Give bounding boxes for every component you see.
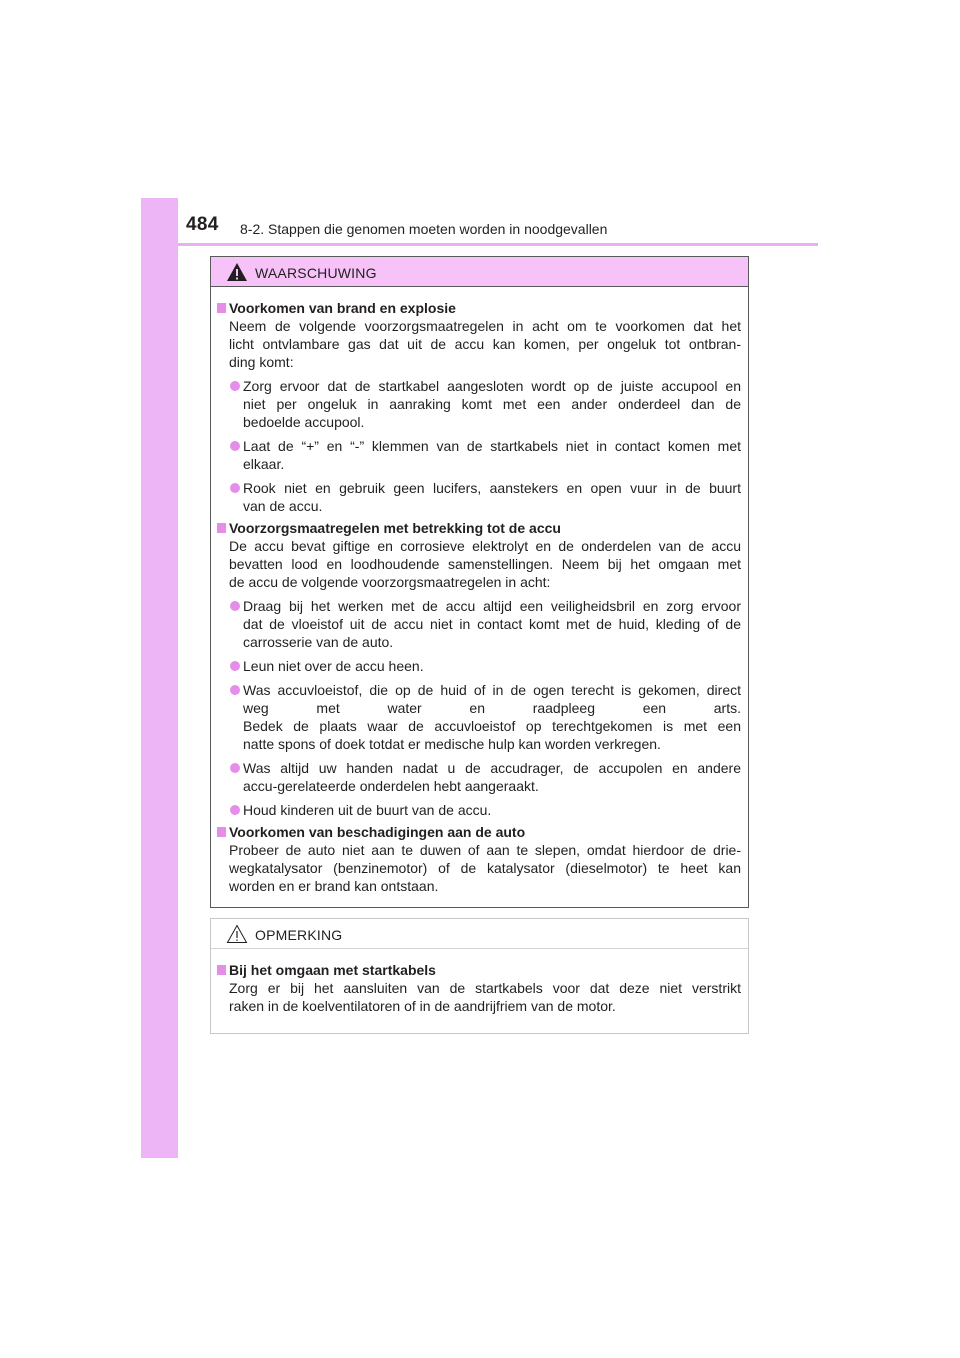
- text-line: ding komt:: [229, 354, 294, 370]
- section-title: 8-2. Stappen die genomen moeten worden in noodgevallen: [240, 221, 608, 237]
- square-bullet-icon: [217, 523, 226, 533]
- section-heading-text: Voorkomen van brand en explosie: [229, 300, 456, 316]
- text-line: elkaar.: [243, 456, 285, 472]
- notice-header: [211, 919, 748, 949]
- section-heading: [217, 519, 741, 537]
- square-bullet-icon: [217, 965, 226, 975]
- text-line: wegkatalysator (benzinemotor) of de katalysator (dieselmotor) te heet kan: [229, 860, 741, 876]
- warning-header: [211, 257, 748, 287]
- section-heading-text: Bij het omgaan met startkabels: [229, 962, 436, 978]
- text-line: Leun niet over de accu heen.: [243, 658, 424, 674]
- round-bullet-icon: [230, 381, 240, 391]
- text-line: weg met water en raadpleeg een arts.: [243, 700, 741, 716]
- chapter-side-band: [141, 198, 178, 1158]
- text-line: De accu bevat giftige en corrosieve elektrolyt en de onderdelen van de accu: [229, 538, 741, 554]
- section-heading-text: Voorkomen van beschadigingen aan de auto: [229, 824, 526, 840]
- text-line: Draag bij het werken met de accu altijd een veiligheidsbril en zorg ervoor: [243, 598, 741, 614]
- notice-box: [210, 918, 749, 1034]
- text-line: Neem de volgende voorzorgsmaatregelen in acht om te voorkomen dat het: [229, 318, 741, 334]
- section-heading: [217, 299, 741, 317]
- header-rule: [178, 243, 818, 246]
- warning-triangle-icon: [226, 262, 248, 282]
- warning-box: [210, 256, 749, 908]
- round-bullet-icon: [230, 763, 240, 773]
- round-bullet-icon: [230, 661, 240, 671]
- text-line: Was accuvloeistof, die op de huid of in de ogen terecht is gekomen, direct: [243, 682, 741, 698]
- page-number: 484: [186, 214, 219, 235]
- section-paragraph: [217, 317, 741, 371]
- text-line: accu-gerelateerde onderdelen hebt aangeraakt.: [243, 778, 539, 794]
- text-line: Zorg ervoor dat de startkabel aangesloten wordt op de juiste accupool en: [243, 378, 741, 394]
- text-line: Probeer de auto niet aan te duwen of aan te slepen, omdat hierdoor de drie-: [229, 842, 741, 858]
- text-line: Bedek de plaats waar de accuvloeistof op terechtgekomen is met een: [243, 718, 741, 734]
- text-line: worden en er brand kan ontstaan.: [229, 878, 439, 894]
- bullet-item: [217, 681, 741, 753]
- bullet-item: [217, 479, 741, 515]
- section-paragraph: [217, 841, 741, 895]
- text-line: Zorg er bij het aansluiten van de startkabels voor dat deze niet verstrikt: [229, 980, 741, 996]
- text-line: licht ontvlambare gas dat uit de accu kan komen, per ongeluk tot ontbran-: [229, 336, 741, 352]
- round-bullet-icon: [230, 805, 240, 815]
- section-heading: [217, 961, 741, 979]
- bullet-item: [217, 759, 741, 795]
- round-bullet-icon: [230, 685, 240, 695]
- notice-body: [211, 949, 748, 1015]
- warning-body: [211, 287, 748, 895]
- section-heading-text: Voorzorgsmaatregelen met betrekking tot de accu: [229, 520, 561, 536]
- text-line: de accu de volgende voorzorgsmaatregelen in acht:: [229, 574, 551, 590]
- text-line: bevatten lood en loodhoudende samenstellingen. Neem bij het omgaan met: [229, 556, 741, 572]
- section-paragraph: [217, 537, 741, 591]
- bullet-item: [217, 657, 741, 675]
- caution-triangle-icon: [226, 924, 248, 944]
- text-line: Was altijd uw handen nadat u de accudrager, de accupolen en andere: [243, 760, 741, 776]
- round-bullet-icon: [230, 601, 240, 611]
- section-heading: [217, 823, 741, 841]
- round-bullet-icon: [230, 483, 240, 493]
- text-line: Laat de “+” en “-” klemmen van de startkabels niet in contact komen met: [243, 438, 741, 454]
- round-bullet-icon: [230, 441, 240, 451]
- square-bullet-icon: [217, 303, 226, 313]
- text-line: Houd kinderen uit de buurt van de accu.: [243, 802, 492, 818]
- text-line: niet per ongeluk in aanraking komt met een ander onderdeel dan de: [243, 396, 741, 412]
- notice-label: OPMERKING: [255, 927, 343, 943]
- text-line: carrosserie van de auto.: [243, 634, 394, 650]
- bullet-item: [217, 801, 741, 819]
- section-paragraph: [217, 979, 741, 1015]
- bullet-item: [217, 597, 741, 651]
- text-line: raken in de koelventilatoren of in de aandrijfriem van de motor.: [229, 998, 616, 1014]
- page-header: [141, 198, 818, 246]
- bullet-item: [217, 377, 741, 431]
- text-line: van de accu.: [243, 498, 323, 514]
- text-line: dat de vloeistof uit de accu niet in contact komt met de huid, kleding of de: [243, 616, 741, 632]
- text-line: Rook niet en gebruik geen lucifers, aanstekers en open vuur in de buurt: [243, 480, 741, 496]
- text-line: bedoelde accupool.: [243, 414, 365, 430]
- text-line: natte spons of doek totdat er medische hulp kan worden verkregen.: [243, 736, 661, 752]
- square-bullet-icon: [217, 827, 226, 837]
- bullet-item: [217, 437, 741, 473]
- warning-label: WAARSCHUWING: [255, 265, 377, 281]
